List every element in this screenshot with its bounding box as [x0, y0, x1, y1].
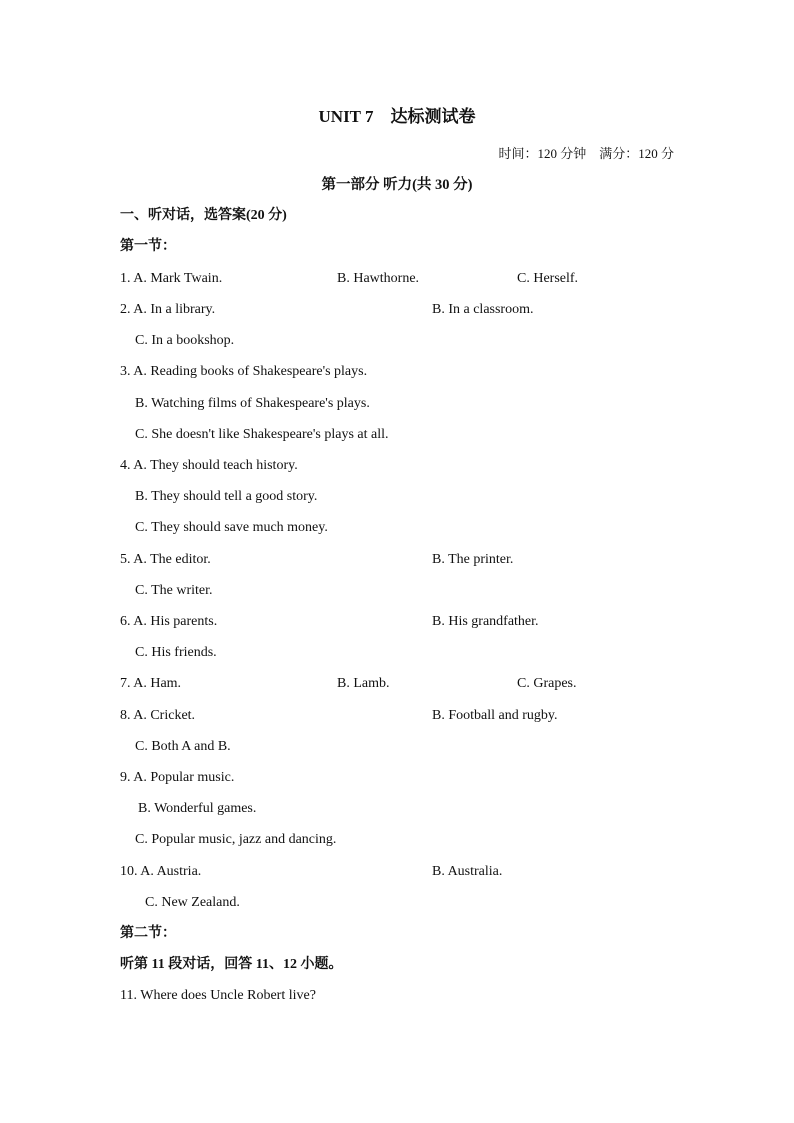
q6-option-b: B. His grandfather.: [432, 614, 539, 629]
q4-option-a: 4. A. They should teach history.: [120, 458, 298, 473]
q8-option-a: 8. A. Cricket.: [120, 708, 196, 723]
q3-option-b: B. Watching films of Shakespeare's plays.: [135, 396, 370, 411]
instruction-text: 听第 11 段对话，回答 11、12 小题。: [120, 957, 343, 972]
q1-option-b: B. Hawthorne.: [337, 271, 420, 286]
q1-option-a: 1. A. Mark Twain.: [120, 271, 223, 286]
q7-option-c: C. Grapes.: [517, 676, 577, 691]
q9-option-c: C. Popular music, jazz and dancing.: [135, 832, 337, 847]
q3-option-c: C. She doesn't like Shakespeare's plays at all.: [135, 427, 389, 442]
time-info: 时间：120 分钟 满分：120 分: [498, 146, 674, 161]
q2-option-b: B. In a classroom.: [432, 302, 534, 317]
q5-option-b: B. The printer.: [432, 552, 514, 567]
q3-option-a: 3. A. Reading books of Shakespeare's plays.: [120, 364, 368, 379]
q10-option-b: B. Australia.: [432, 864, 503, 879]
q10-option-c: C. New Zealand.: [145, 895, 240, 910]
subsection-title: 第一节：: [120, 239, 176, 254]
q11-text: 11. Where does Uncle Robert live?: [120, 988, 316, 1003]
q10-option-a: 10. A. Austria.: [120, 864, 202, 879]
q5-option-c: C. The writer.: [135, 583, 213, 598]
q9-option-b: B. Wonderful games.: [138, 801, 257, 816]
q6-option-c: C. His friends.: [135, 645, 217, 660]
q5-option-a: 5. A. The editor.: [120, 552, 211, 567]
q8-option-c: C. Both A and B.: [135, 739, 231, 754]
q2-option-c: C. In a bookshop.: [135, 333, 235, 348]
q4-option-c: C. They should save much money.: [135, 520, 328, 535]
q1-option-c: C. Herself.: [517, 271, 579, 286]
part-title: 第一部分 听力(共 30 分): [321, 177, 473, 193]
q8-option-b: B. Football and rugby.: [432, 708, 558, 723]
section-title: 一、听对话，选答案(20 分): [120, 208, 287, 223]
q7-option-a: 7. A. Ham.: [120, 676, 182, 691]
q6-option-a: 6. A. His parents.: [120, 614, 218, 629]
q9-option-a: 9. A. Popular music.: [120, 770, 235, 785]
q7-option-b: B. Lamb.: [337, 676, 390, 691]
page-title: UNIT 7 达标测试卷: [318, 107, 476, 126]
q4-option-b: B. They should tell a good story.: [135, 489, 318, 504]
q2-option-a: 2. A. In a library.: [120, 302, 216, 317]
subsection-title: 第二节：: [120, 926, 176, 941]
